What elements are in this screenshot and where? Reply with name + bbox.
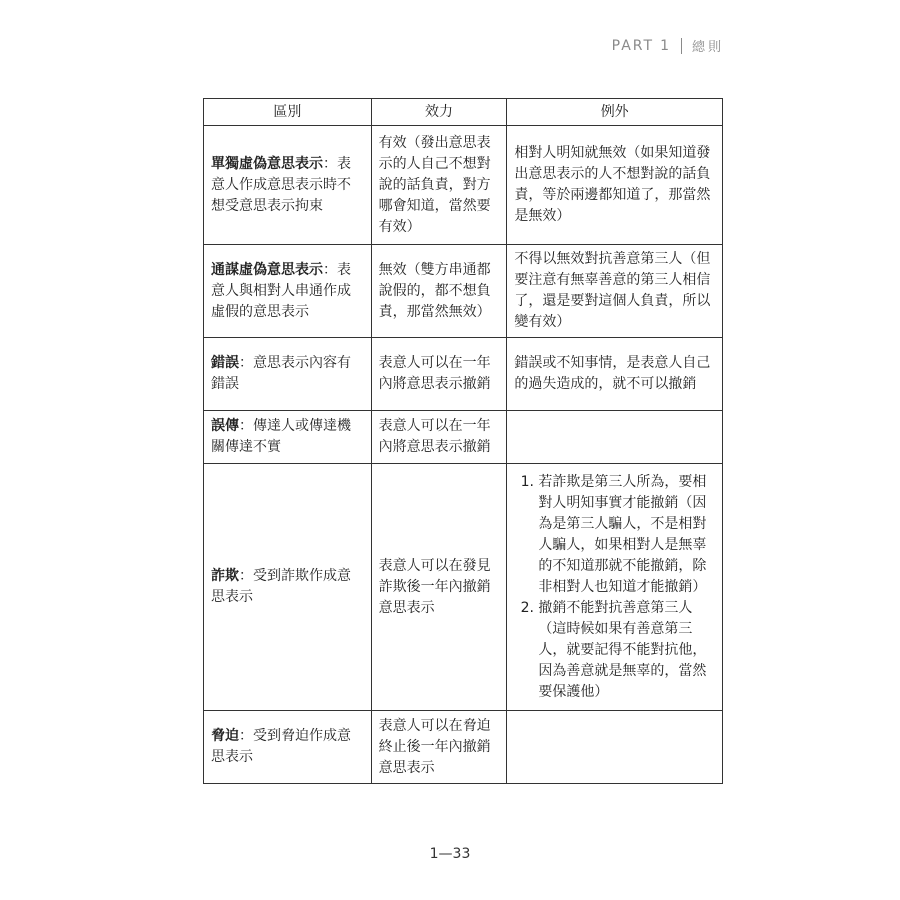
exception-cell [507, 711, 723, 784]
category-term: 通謀虛偽意思表示 [211, 261, 323, 278]
table-row [204, 464, 723, 711]
exception-list [514, 472, 715, 703]
exception-list-item: 2. 撤銷不能對抗善意第三人（這時候如果有善意第三人，就要記得不能對抗他，因為善意就是無辜的，當然要保護他） [538, 598, 715, 703]
table-row [204, 411, 723, 464]
exception-cell: 不得以無效對抗善意第三人（但要注意有無辜善意的第三人相信了，還是要對這個人負責，所以變有效） [507, 245, 723, 338]
effect-cell: 有效（發出意思表示的人自己不想對說的話負責，對方哪會知道，當然要有效） [371, 126, 507, 245]
category-term: 錯誤 [211, 355, 239, 371]
page-number: 1—33 [429, 846, 471, 862]
header-divider [681, 38, 682, 54]
category-cell [204, 245, 372, 338]
category-cell [204, 464, 372, 711]
effect-cell: 表意人可以在一年內將意思表示撤銷 [371, 411, 507, 464]
exception-cell [507, 411, 723, 464]
part-label: PART [611, 37, 655, 54]
column-header-exception: 例外 [507, 99, 723, 126]
category-description: ：表意人作成意思表示時不想受意思表示拘束 [211, 155, 351, 214]
category-description: ：受到詐欺作成意思表示 [211, 568, 351, 605]
category-description: ：受到脅迫作成意思表示 [211, 728, 351, 765]
category-cell [204, 711, 372, 784]
column-header-category: 區別 [204, 99, 372, 126]
exception-cell: 相對人明知就無效（如果知道發出意思表示的人不想對說的話負責，等於兩邊都知道了，那當然是無效） [507, 126, 723, 245]
effect-cell: 表意人可以在脅迫終止後一年內撤銷意思表示 [371, 711, 507, 784]
part-number: 1 [660, 37, 671, 54]
category-term: 脅迫 [211, 728, 239, 744]
effect-cell: 表意人可以在發見詐欺後一年內撤銷意思表示 [371, 464, 507, 711]
chapter-title: 總則 [691, 40, 724, 55]
table-row [204, 245, 723, 338]
exception-cell: 錯誤或不知事情，是表意人自己的過失造成的，就不可以撤銷 [507, 338, 723, 411]
table-row [204, 711, 723, 784]
table-row [204, 126, 723, 245]
category-description: ：意思表示內容有錯誤 [211, 355, 351, 392]
category-cell [204, 126, 372, 245]
exception-cell [507, 464, 723, 711]
category-cell [204, 411, 372, 464]
effect-cell: 無效（雙方串通都說假的，都不想負責，那當然無效） [371, 245, 507, 338]
category-cell [204, 338, 372, 411]
exception-list-item: 1. 若詐欺是第三人所為，要相對人明知事實才能撤銷（因為是第三人騙人，不是相對人騙人，如果相對人是無辜的不知道那就不能撤銷，除非相對人也知道才能撤銷） [538, 472, 715, 598]
running-head [612, 36, 724, 55]
table-row [204, 338, 723, 411]
table-header-row [204, 99, 723, 126]
category-term: 單獨虛偽意思表示 [211, 155, 323, 172]
category-term: 誤傳 [211, 418, 239, 434]
category-description: ：表意人與相對人串通作成虛假的意思表示 [211, 261, 351, 320]
category-description: ：傳達人或傳達機關傳達不實 [211, 418, 351, 455]
category-term: 詐欺 [211, 568, 239, 584]
effect-cell: 表意人可以在一年內將意思表示撤銷 [371, 338, 507, 411]
column-header-effect: 效力 [371, 99, 507, 126]
comparison-table [203, 98, 723, 784]
